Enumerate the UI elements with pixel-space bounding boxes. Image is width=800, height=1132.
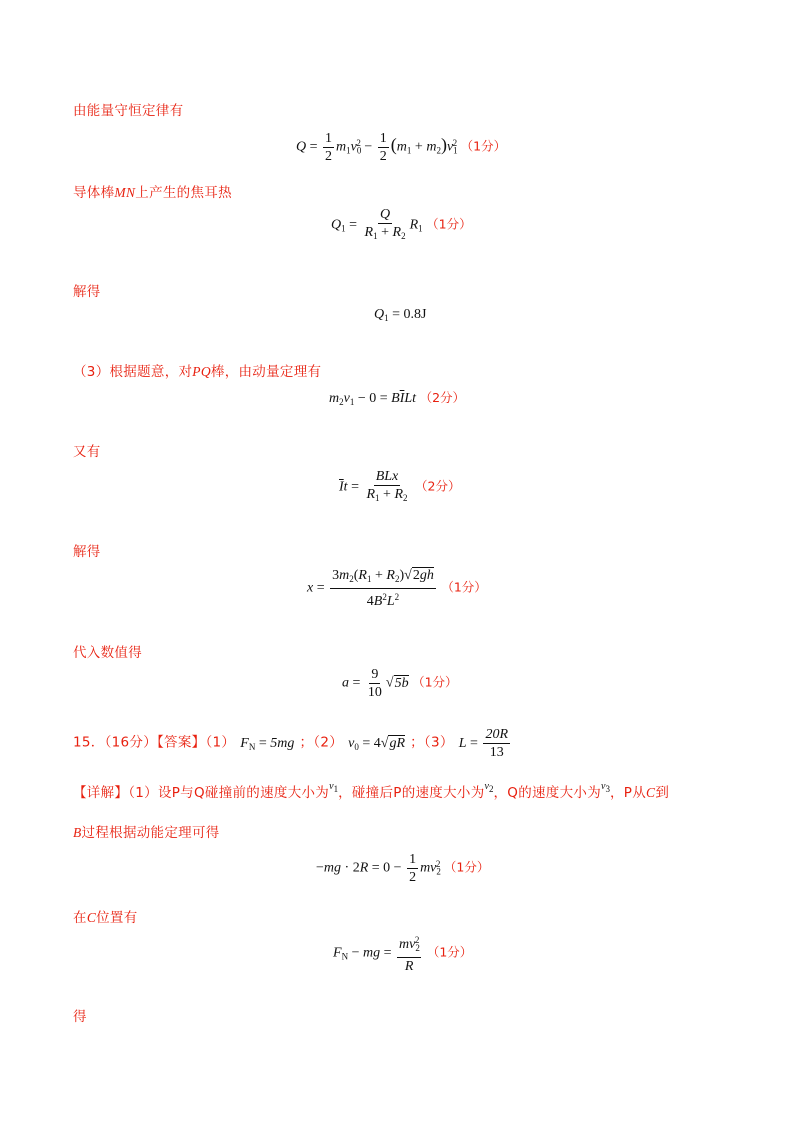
text-line: 又有	[73, 444, 101, 460]
score-label: （1分）	[443, 859, 490, 875]
score-label: （1分）	[426, 216, 472, 232]
text-line: 得	[73, 1009, 87, 1025]
equation-x: x = $\frac{3m_2(R_1 + R_2)√2gh}{4B^2L^2}$ （1分）	[307, 568, 487, 609]
score-label: （1分）	[426, 944, 473, 960]
text-line: （3）根据题意，对PQ棒，由动量定理有	[73, 364, 322, 380]
text-line: 【详解】（1）设P与Q碰撞前的速度大小为$^{v_1}$，碰撞后P的速度大小为$^{v_2}$，Q的速度大小为$^{v_3}$，P从C到	[73, 781, 670, 801]
score-label: （1分）	[412, 674, 458, 690]
text-line: 解得	[73, 544, 101, 560]
score-label: （2分）	[419, 390, 466, 405]
score-label: （1分）	[460, 138, 507, 154]
equation-it: $\overline{I}t$ = $\frac{\text{BLx}}{R_1 + R_2}$ （2分）	[339, 469, 461, 503]
equation-momentum: $m_2v_1 - 0 = B\overline{I}Lt$ （2分）	[329, 390, 466, 407]
text-line: 解得	[73, 284, 101, 300]
text-line: B过程根据动能定理可得	[73, 825, 220, 841]
equation-q1: $Q_1$ = $\frac{Q}{R_1 + R_2}$ $R_1$ （1分）	[331, 207, 472, 241]
text-line: 代入数值得	[73, 645, 142, 661]
text-line: 导体棒MN上产生的焦耳热	[73, 185, 232, 201]
score-label: （2分）	[415, 478, 461, 494]
answer-line: 15．（16分）【答案】（1） $F_N = 5mg$ ；（2） $v_0 = 4√gR$ ；（3） L = $\frac{20R}{13}$	[73, 727, 508, 760]
text-line: 在C位置有	[73, 910, 138, 926]
equation-force: $F_N$ − mg = $\frac{mv_2^2}{R}$ （1分）	[333, 932, 472, 975]
equation-kinetic: −mg · 2R = 0 − $\frac{1}{2}$ $mv_2^2$ （1分）	[316, 852, 490, 885]
equation-energy: Q = $\frac{1}{2}$ $m_1v_0^2$ − $\frac{1}{2}$ $(m_1 + m_2)v_1^2$ （1分）	[296, 131, 507, 164]
score-label: （1分）	[441, 579, 487, 595]
equation-q1-result: $Q_1 = 0.8J$	[374, 307, 427, 323]
text-line: 由能量守恒定律有	[73, 103, 184, 119]
equation-a: a = $\frac{9}{10}$ √5b （1分）	[342, 667, 458, 700]
